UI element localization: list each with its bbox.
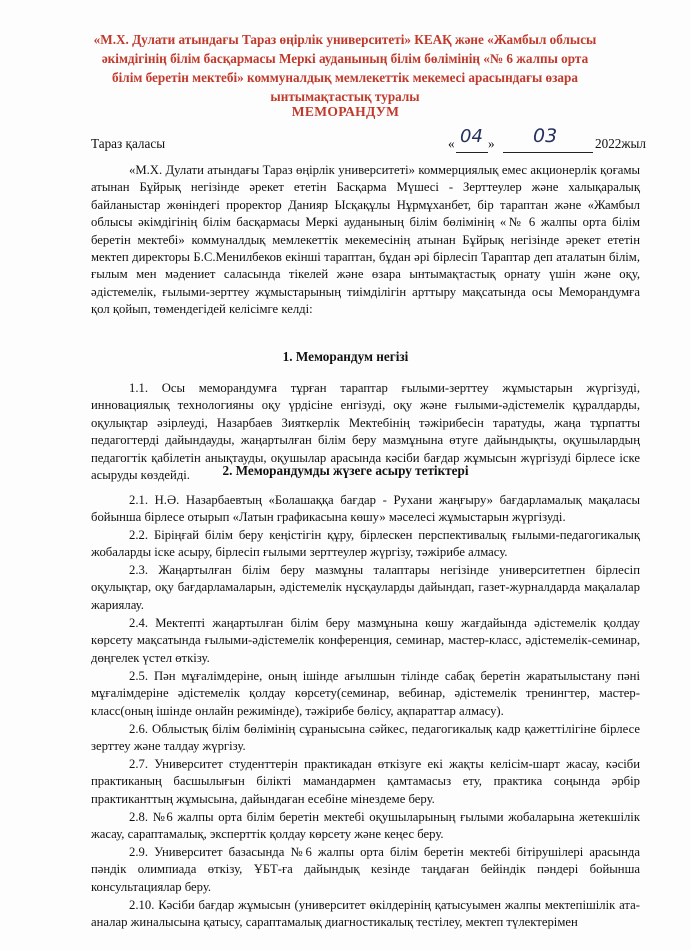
clause-2-7: 2.7. Университет студенттерін практикадан өткізуге екі жақты келісім-шарт жасау, кәсіби практиканың басшылығын білікті мамандармен қамтамасыз ету, практика соңында әрбір практиканттың жұмысына, дайындаған есебіне мінездеме беру.	[91, 757, 640, 806]
date-open-quote: «	[448, 136, 455, 151]
section-1-title: 1. Меморандум негізі	[282, 349, 409, 364]
clause-2-10: 2.10. Кәсіби бағдар жұмысын (университет өкілдерінің қатысуымен жалпы мектепішілік ата-аналар жиналысына қатысу, сараптамалық диагностикалық тестілеу, мектеп түлектерімен	[91, 898, 640, 930]
clause-2-8: 2.8. №6 жалпы орта білім беретін мектебі оқушыларының ғылыми жобаларына жетекшілік жасау, сараптамалық, эксперттік қолдау көрсету және кеңес беру.	[91, 810, 640, 842]
clause-2-2: 2.2. Біріңғай білім беру кеңістігін құру, бірлескен перспективалық ғылыми-педагогикалық жобаларды іске асыру, бірлесіп ғылыми зерттеулер жүргізу, тәжірибе алмасу.	[91, 528, 640, 560]
clause-2-6: 2.6. Облыстық білім бөлімінің сұранысына сәйкес, педагогикалық кадр қажеттілігіне бірлесе зерттеу және талдау жүргізу.	[91, 722, 640, 754]
memorandum-heading: МЕМОРАНДУМ	[291, 104, 400, 119]
clause-2-3: 2.3. Жаңартылған білім беру мазмұны талаптары негізінде университетпен бірлесіп оқулықтар, оқу бағдарламаларын, әдістемелік нұсқауларды дайындап, газет-журналдарда мақалалар жариялау.	[91, 563, 640, 612]
date-day-handwritten: 04	[460, 126, 483, 147]
memorandum-header-title: «М.Х. Дулати атындағы Тараз өңірлік университеті» КЕАҚ және «Жамбыл облысы әкімдігінің білім басқармасы Меркі ауданының білім бөлімінің «№ 6 жалпы орта білім беретін мектебі» коммуналдық мемлекеттік мекемесі арасындағы өзара ынтымақтастық туралы	[93, 32, 597, 104]
clause-2-9: 2.9. Университет базасында №6 жалпы орта білім беретін мектебі бітірушілері арасында пәндік олимпиада өткізу, ҰБТ-ға дайындық кезінде таңдаған бейіндік пәндері бойынша консультациялар беру.	[91, 845, 640, 894]
date-close-quote: »	[488, 136, 495, 151]
date-year: 2022жыл	[595, 136, 646, 151]
clause-2-4: 2.4. Мектепті жаңартылған білім беру мазмұнына көшу жағдайында әдістемелік қолдау көрсету мақсатында ғылыми-әдістемелік конференция, семинар, мастер-класс, әдістемелік-семинар, дөңгелек үстел өткізу.	[91, 616, 640, 665]
section-2-title: 2. Меморандумды жүзеге асыру тетіктері	[222, 463, 469, 478]
city-name: Тараз қаласы	[91, 136, 166, 151]
clause-2-5: 2.5. Пән мұғалімдеріне, оның ішінде ағылшын тілінде сабақ беретін жаратылыстану пәні мұғалімдеріне әдістемелік қолдау көрсету(семинар, вебинар, әдістемелік тренингтер, мастер-класс(оның ішінде онлайн режимінде), тәжірибе бөлісу, ақпараттар алмасу).	[91, 669, 640, 718]
date-field	[448, 125, 646, 152]
date-month-handwritten: 03	[533, 125, 558, 147]
date-month-underline	[503, 152, 593, 153]
clause-2-1: 2.1. Н.Ә. Назарбаевтың «Болашаққа бағдар - Рухани жаңғыру» бағдарламалық мақаласы бойынша бірлесе отырып «Латын графикасына көшу» мәселесі жұмыстарын жүргізуді.	[91, 493, 640, 525]
intro-paragraph: «М.Х. Дулати атындағы Тараз өңірлік университеті» коммерциялық емес акционерлік қоғамы атынан Бұйрық негізінде әрекет ететін Басқарма Мүшесі - Зерттеулер және халықаралық байланыстар жөніндегі проректор Данияр Ысқақұлы Нұрмұханбет, бір тараптан және «Жамбыл облысы әкімдігінің білім басқармасы Меркі ауданының білім бөлімінің «№ 6 жалпы орта білім беретін мектебі» коммуналдық мемлекеттік мекемесінің атынан Бұйрық негізінде әрекет ететін мектеп директоры Б.С.Менилбеков екінші тараптан, бұдан әрі бірлесіп Тараптар деп аталатын білім, ғылым мен мәдениет саласында тікелей және өзара ынтымақтастық орнату үшін және оқу, әдістемелік, ғылыми-зерттеу жұмыстарының тиімділігін арттыру мақсатында осы Меморандумға қол қойып, төмендегідей келісімге келді:	[91, 163, 640, 317]
date-day-underline	[456, 152, 488, 153]
clause-1-1: 1.1. Осы меморандумға тұрған тараптар ғылыми-зерттеу жұмыстарын жүргізуді, инновациялық технологияны оқу үрдісіне енгізуді, оқу және ғылыми-әдістемелік құралдарды, оқулықтар әзірлеуді, Назарбаев Зияткерлік Мектебінің тәжірибесін таратуды, жаңа тұрпатты педагогтерді дайындауды, жаңартылған білім беру мазмұнына өтуге дайындықты, оқушылардың педагогтік қабілетін анықтауды, оқушылар арасында кәсіби бағдар жұмысын жүргізуді бірлесе іске асыруды көздейді.	[91, 381, 640, 483]
